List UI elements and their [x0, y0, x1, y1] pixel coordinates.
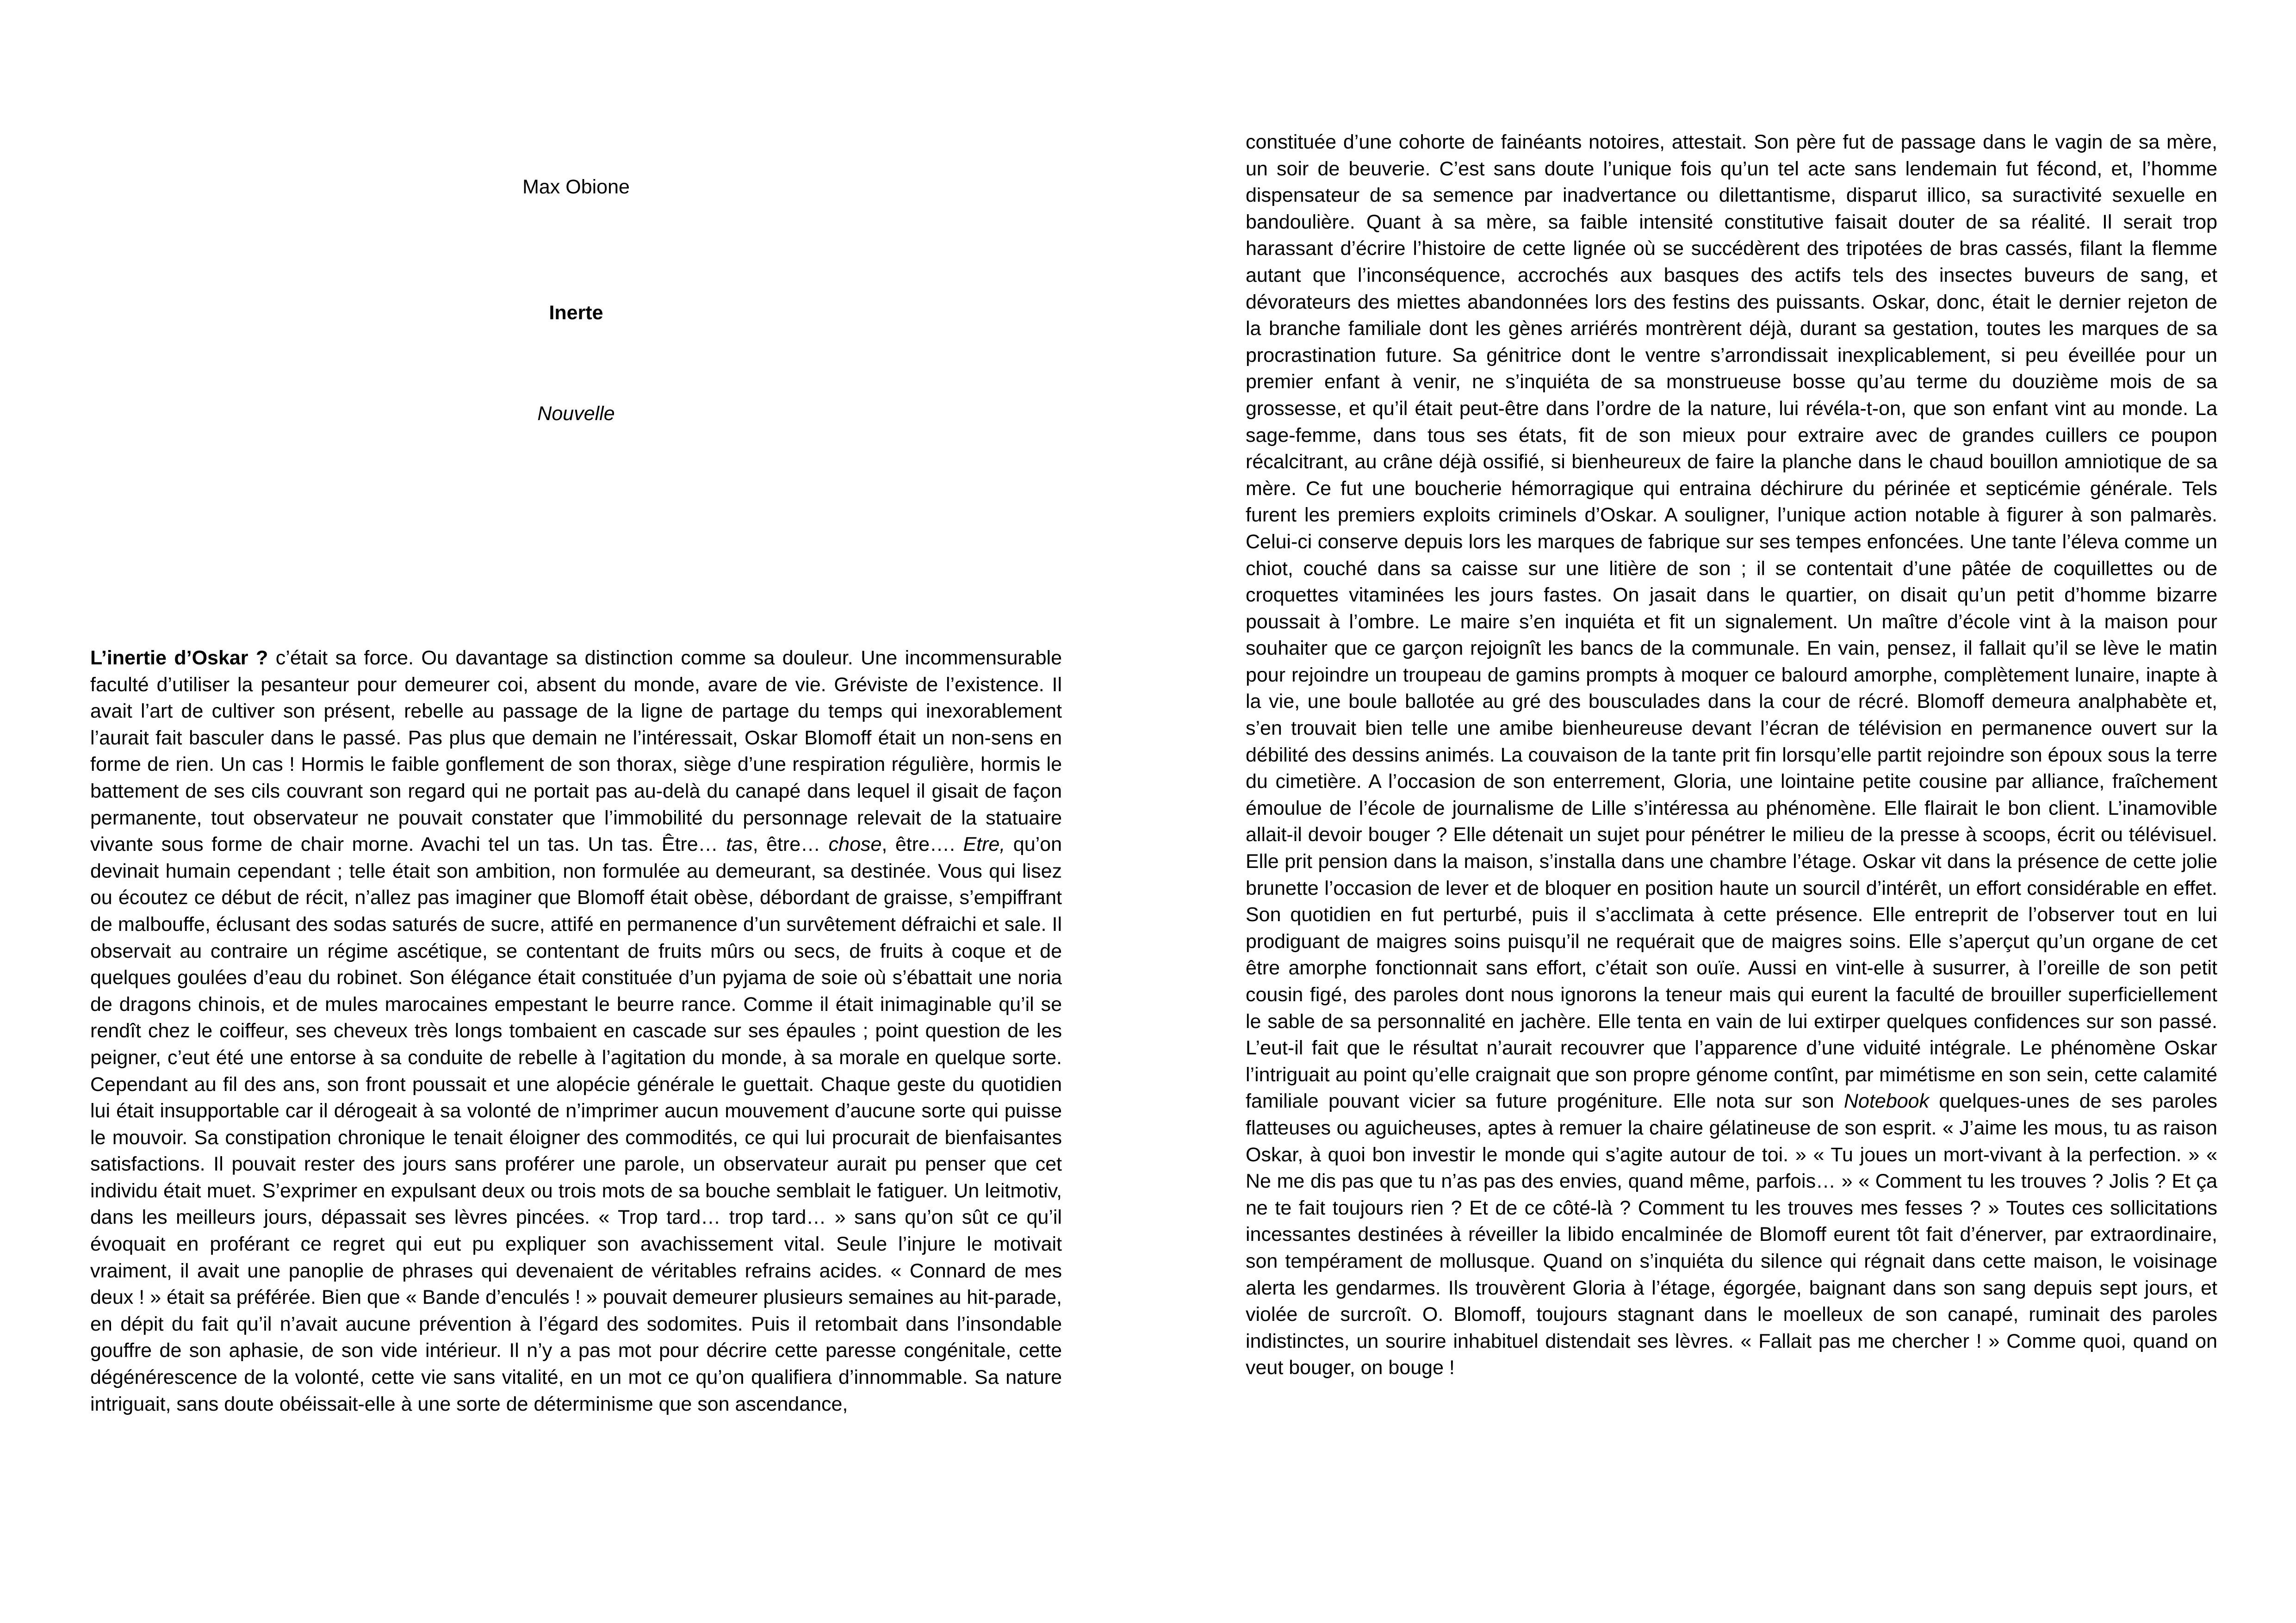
- text-segment: , être…: [752, 833, 829, 856]
- text-segment: c’était sa force. Ou davantage sa distinction comme sa douleur. Une incommensurable faculté d’utiliser la pesanteur pour demeurer coi, absent du monde, avare de vie. Gréviste de l’existence. Il avait l’art de cultiver son présent, rebelle au passage de la ligne de partage du temps qui inexorablement l’aurait fait basculer dans le passé. Pas plus que demain ne l’intéressait, Oskar Blomoff était un non-sens en forme de rien. Un cas ! Hormis le faible gonflement de son thorax, siège d’une respiration régulière, hormis le battement de ses cils couvrant son regard qui ne portait pas au-delà du canapé dans lequel il gisait de façon permanente, tout observateur ne pouvait constater que l’immobilité du personnage relevait de la statuaire vivante sous forme de chair morne. Avachi tel un tas. Un tas. Être…: [90, 647, 1062, 856]
- emphasis-word: tas: [726, 833, 753, 856]
- story-genre: Nouvelle: [537, 403, 615, 425]
- text-segment: qu’on devinait humain cependant ; telle était son ambition, non formulée au demeurant, sa destinée. Vous qui lisez ou écoutez ce début de récit, n’allez pas imaginer que Blomoff était obèse, débordant de graisse, s’empiffrant de malbouffe, éclusant des sodas saturés de sucre, attifé en permanence d’un survêtement défraichi et sale. Il observait au contraire un régime ascétique, se contentant de fruits mûrs ou secs, de fruits à coque et de quelques goulées d’eau du robinet. Son élégance était constituée d’un pyjama de soie où s’ébattait une noria de dragons chinois, et de mules marocaines empestant le beurre rance. Comme il était inimaginable qu’il se rendît chez le coiffeur, ses cheveux très longs tombaient en cascade sur ses épaules ; point question de les peigner, c’eut été une entorse à sa conduite de rebelle à l’agitation du monde, à sa morale en quelque sorte. Cependant au fil des ans, son front poussait et une alopécie générale le guettait. Chaque geste du quotidien lui était insupportable car il dérogeait à sa volonté de n’imprimer aucun mouvement d’aucune sorte qui puisse le mouvoir. Sa constipation chronique le tenait éloigner des commodités, ce qui lui procurait de bienfaisantes satisfactions. Il pouvait rester des jours sans proférer une parole, un observateur aurait pu penser que cet individu était muet. S’exprimer en expulsant deux ou trois mots de sa bouche semblait le fatiguer. Un leitmotiv, dans les meilleurs jours, dépassait ses lèvres pincées. « Trop tard… trop tard… » sans qu’on sût ce qu’il évoquait en proférant ce regret qui eut pu expliquer son avachissement vital. Seule l’injure le motivait vraiment, il avait une panoplie de phrases qui devenaient de véritables refrains acides. « Connard de mes deux ! » était sa préférée. Bien que « Bande d’enculés ! » pouvait demeurer plusieurs semaines au hit-parade, en dépit du fait qu’il n’avait aucune prévention à l’égard des sodomites. Puis il retombait dans l’insondable gouffre de son aphasie, de son vide intérieur. Il n’y a pas mot pour décrire cette paresse congénitale, cette dégénérescence de la volonté, cette vie sans vitalité, en un mot ce qu’on qualifiera d’innommable. Sa nature intriguait, sans doute obéissait-elle à une sorte de déterminisme que son ascendance,: [90, 833, 1062, 1415]
- story-text-right-column: [1246, 129, 2217, 1381]
- text-segment: quelques-unes de ses paroles flatteuses ou aguicheuses, aptes à remuer la chaire gélatineuse de son esprit. « J’aime les mous, tu as raison Oskar, à quoi bon investir le monde qui s’agite autour de toi. » « Tu joues un mort-vivant à la perfection. » « Ne me dis pas que tu n’as pas des envies, quand même, parfois… » « Comment tu les trouves ? Jolis ? Et ça ne te fait toujours rien ? Et de ce côté-là ? Comment tu les trouves mes fesses ? » Toutes ces sollicitations incessantes destinées à réveiller la libido encalminée de Blomoff eurent tôt fait d’énerver, par extraordinaire, son tempérament de mollusque. Quand on s’inquiéta du silence qui régnait dans cette maison, le voisinage alerta les gendarmes. Ils trouvèrent Gloria à l’étage, égorgée, baignant dans son sang depuis sept jours, et violée de surcroît. O. Blomoff, toujours stagnant dans le moelleux de son canapé, ruminait des paroles indistinctes, un sourire inhabituel distendait ses lèvres. « Fallait pas me chercher ! » Comme quoi, quand on veut bouger, on bouge !: [1246, 1090, 2217, 1379]
- emphasis-word: chose: [828, 833, 882, 856]
- emphasis-word: Notebook: [1844, 1090, 1930, 1113]
- right-page: [1148, 0, 2296, 1623]
- story-title: Inerte: [549, 302, 603, 324]
- emphasis-word: Etre,: [963, 833, 1005, 856]
- text-segment: , être….: [881, 833, 963, 856]
- opening-question: L’inertie d’Oskar ?: [90, 647, 268, 669]
- author-name: Max Obione: [522, 176, 630, 198]
- story-text-left-column: [90, 645, 1062, 1418]
- text-segment: constituée d’une cohorte de fainéants notoires, attestait. Son père fut de passage dans le vagin de sa mère, un soir de beuverie. C’est sans doute l’unique fois qu’un tel acte sans lendemain fut fécond, et, l’homme dispensateur de sa semence par inadvertance ou dilettantisme, disparut illico, sa suractivité sexuelle en bandoulière. Quant à sa mère, sa faible intensité constitutive faisait douter de sa réalité. Il serait trop harassant d’écrire l’histoire de cette lignée où se succédèrent des tripotées de bras cassés, filant la flemme autant que l’inconséquence, accrochés aux basques des actifs tels des insectes buveurs de sang, et dévorateurs des miettes abandonnées lors des festins des puissants. Oskar, donc, était le dernier rejeton de la branche familiale dont les gènes arriérés montrèrent déjà, durant sa gestation, toutes les marques de sa procrastination future. Sa génitrice dont le ventre s’arrondissait inexplicablement, si peu éveillée pour un premier enfant à venir, ne s’inquiéta de sa monstrueuse bosse qu’au terme du douzième mois de sa grossesse, et qu’il était peut-être dans l’ordre de la nature, lui révéla-t-on, que son enfant vint au monde. La sage-femme, dans tous ses états, fit de son mieux pour extraire avec de grandes cuillers ce poupon récalcitrant, au crâne déjà ossifié, si bienheureux de faire la planche dans le chaud bouillon amniotique de sa mère. Ce fut une boucherie hémorragique qui entraina déchirure du périnée et septicémie générale. Tels furent les premiers exploits criminels d’Oskar. A souligner, l’unique action notable à figurer à son palmarès. Celui-ci conserve depuis lors les marques de fabrique sur ses tempes enfoncées. Une tante l’éleva comme un chiot, couché dans sa caisse sur une litière de son ; il se contentait d’une pâtée de coquillettes ou de croquettes vitaminées les jours fastes. On jasait dans le quartier, on disait qu’un petit d’homme bizarre poussait à l’ombre. Le maire s’en inquiéta et fit un signalement. Un maître d’école vint à la maison pour souhaiter que ce garçon rejoignît les bancs de la communale. En vain, pensez, il fallait qu’il se lève le matin pour rejoindre un troupeau de gamins prompts à moquer ce balourd amorphe, complètement lunaire, inapte à la vie, une boule ballotée au gré des bousculades dans la cour de récré. Blomoff demeura analphabète et, s’en trouvait bien telle une amibe bienheureuse devant l’écran de télévision en permanence ouvert sur la débilité des dessins animés. La couvaison de la tante prit fin lorsqu’elle partit rejoindre son époux sous la terre du cimetière. A l’occasion de son enterrement, Gloria, une lointaine petite cousine par alliance, fraîchement émoulue de l’école de journalisme de Lille s’intéressa au phénomène. Elle flairait le bon client. L’inamovible allait-il devoir bouger ? Elle détenait un sujet pour pénétrer le milieu de la presse à scoops, écrit ou télévisuel. Elle prit pension dans la maison, s’installa dans une chambre l’étage. Oskar vit dans la présence de cette jolie brunette l’occasion de lever et de bloquer en position haute un sourcil d’intérêt, un effort considérable en effet. Son quotidien en fut perturbé, puis il s’acclimata à cette présence. Elle entreprit de l’observer tout en lui prodiguant de maigres soins puisqu’il ne requérait que de maigres soins. Elle s’aperçut qu’un organe de cet être amorphe fonctionnait sans effort, c’était son ouïe. Aussi en vint-elle à susurrer, à l’oreille de son petit cousin figé, des paroles dont nous ignorons la teneur mais qui eurent la faculté de brouiller superficiellement le sable de sa personnalité en jachère. Elle tenta en vain de lui extirper quelques confidences sur son passé. L’eut-il fait que le résultat n’aurait recouvrer que l’apparence d’une viduité intégrale. Le phénomène Oskar l’intriguait au point qu’elle craignait que son propre génome contînt, par mimétisme en son sein, cette calamité familiale pouvant vicier sa future progéniture. Elle nota sur son: [1246, 131, 2217, 1113]
